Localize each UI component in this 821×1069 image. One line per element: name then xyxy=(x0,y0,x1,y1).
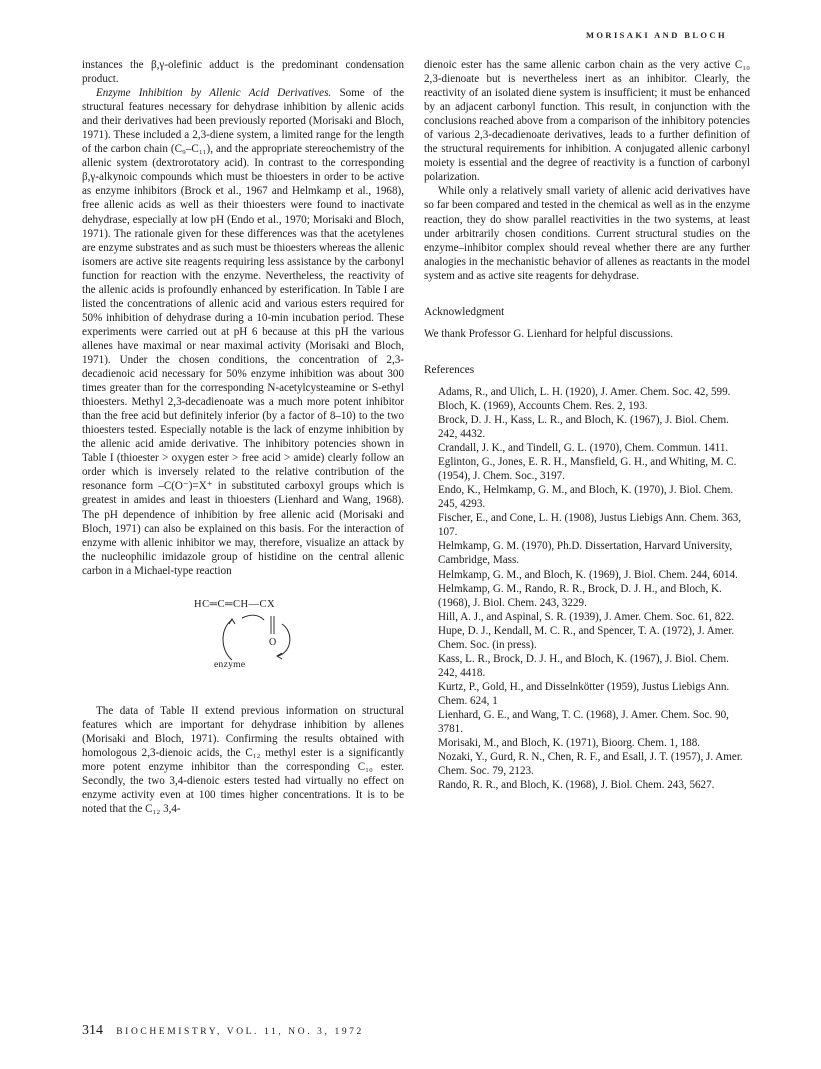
section-title: Enzyme Inhibition by Allenic Acid Derivatives. xyxy=(96,87,332,100)
references-heading: References xyxy=(424,363,475,376)
reaction-scheme-figure xyxy=(82,594,404,686)
reference-item: Kass, L. R., Brock, D. J. H., and Bloch, K. (1967), J. Biol. Chem. 242, 4418. xyxy=(438,652,729,679)
reference-item: Brock, D. J. H., Kass, L. R., and Bloch, K. (1967), J. Biol. Chem. 242, 4432. xyxy=(438,413,729,441)
reference-item: Rando, R. R., and Bloch, K. (1968), J. Biol. Chem. 243, 5627. xyxy=(438,779,715,792)
running-head: MORISAKI AND BLOCH xyxy=(586,30,727,40)
reference-item: Helmkamp, G. M. (1970), Ph.D. Dissertation, Harvard University, Cambridge, Mass. xyxy=(438,540,733,567)
bond-shift-arrow xyxy=(242,615,264,620)
paragraph: dienoic ester has the same allenic carbon chain as the very active C₁₀ 2,3-dienoate but is nevertheless inert as an inhibitor. Clearly, the reactivity of an isolated diene system is insufficient; it must be enhanced by an adjacent carbonyl function. This result, in conjunction with the conclusions reached above from a comparison of the inhibitory potencies of various 2,3-decadienoate derivatives, leads to a further definition of the structural requirements for inhibition. A conjugated allenic carbonyl moiety is essential and the degree of reactivity is a function of carbonyl polarization. xyxy=(424,59,750,184)
reference-item: Morisaki, M., and Bloch, K. (1971), Bioorg. Chem. 1, 188. xyxy=(438,737,701,750)
reference-item: Helmkamp, G. M., and Bloch, K. (1969), J. Biol. Chem. 244, 6014. xyxy=(438,568,738,581)
reference-item: Lienhard, G. E., and Wang, T. C. (1968), J. Amer. Chem. Soc. 90, 3781. xyxy=(438,708,729,736)
journal-citation: BIOCHEMISTRY, VOL. 11, NO. 3, 1972 xyxy=(116,1027,364,1037)
reference-item: Kurtz, P., Gold, H., and Disselnkötter (1959), Justus Liebigs Ann. Chem. 624, 1 xyxy=(438,680,730,707)
right-column xyxy=(424,58,750,792)
acknowledgment-heading: Acknowledgment xyxy=(424,305,505,318)
reference-item: Bloch, K. (1969), Accounts Chem. Res. 2, 193. xyxy=(438,399,648,412)
reference-item: Eglinton, G., Jones, E. R. H., Mansfield, G. H., and Whiting, M. C. (1954), J. Chem. Soc., 3197. xyxy=(438,456,737,483)
paragraph: instances the β,γ-olefinic adduct is the predominant condensation product. xyxy=(82,59,404,86)
reference-item: Nozaki, Y., Gurd, R. N., Chen, R. F., and Esall, J. T. (1957), J. Amer. Chem. Soc. 79, 2123. xyxy=(438,751,743,778)
reference-item: Hupe, D. J., Kendall, M. C. R., and Spencer, T. A. (1972), J. Amer. Chem. Soc. (in press). xyxy=(438,624,735,651)
acknowledgment-text: We thank Professor G. Lienhard for helpful discussions. xyxy=(424,327,673,340)
reference-item: Adams, R., and Ulich, L. H. (1920), J. Amer. Chem. Soc. 42, 599. xyxy=(438,385,731,398)
left-column xyxy=(82,58,404,816)
reference-list xyxy=(424,385,750,792)
reaction-formula: HC═C═CH—CX xyxy=(194,598,276,610)
paragraph: While only a relatively small variety of allenic acid derivatives have so far been compared and tested in the chemical as well as in the enzyme reaction, they do show parallel reactivities in the two systems, at least under arbitrarily chosen conditions. Current structural studies on the enzyme–inhibitor complex should reveal whether there are any further analogies in the mechanistic behavior of allenes as reactants in the model system and as active site reagents for dehydrase. xyxy=(424,185,750,282)
reference-item: Fischer, E., and Cone, L. H. (1908), Justus Liebigs Ann. Chem. 363, 107. xyxy=(438,512,742,539)
reference-item: Crandall, J. K., and Tindell, G. L. (1970), Chem. Commun. 1411. xyxy=(438,442,729,455)
paragraph-section-enzyme-inhibition xyxy=(82,86,404,578)
page-number: 314 xyxy=(82,1023,103,1038)
oxygen-label: O xyxy=(269,636,277,648)
oxygen-arrow xyxy=(278,624,290,656)
page-footer xyxy=(82,1022,364,1039)
reference-item: Endo, K., Helmkamp, G. M., and Bloch, K. (1970), J. Biol. Chem. 245, 4293. xyxy=(438,484,734,511)
reference-item: Helmkamp, G. M., Rando, R. R., Brock, D. J. H., and Bloch, K. (1968), J. Biol. Chem. 243, 3229. xyxy=(438,582,722,609)
reference-item: Hill, A. J., and Aspinal, S. R. (1939), J. Amer. Chem. Soc. 61, 822. xyxy=(438,610,735,623)
paragraph: The data of Table II extend previous information on structural features which are important for dehydrase inhibition by allenes (Morisaki and Bloch, 1971). Confirming the results obtained with homologous 2,3-dienoic acids, the C₁₂ methyl ester is a significantly more potent enzyme inhibitor than the corresponding C₁₀ ester. Secondly, the two 3,4-dienoic esters tested had virtually no effect on enzyme activity even at 100 times higher concentrations. It is to be noted that the C₁₂ 3,4- xyxy=(82,704,404,816)
enzyme-label: enzyme xyxy=(214,659,246,670)
nucleophile-arrow xyxy=(223,620,232,660)
paragraph-body: Some of the structural features necessary for dehydrase inhibition by allenic acids and their derivatives had been previously reported (Morisaki and Bloch, 1971). These included a 2,3-diene system, a limited range for the length of the carbon chain (C₉–C₁₁), and the appropriate stereochemistry of the allenic system (dextrorotatory acid). In contrast to the corresponding β,γ-alkynoic compounds which must be thioesters in order to be active as enzyme inhibitors (Brock et al., 1967 and Helmkamp et al., 1968), free allenic acids as well as their thioesters were found to inactivate dehydrase, especially at low pH (Endo et al., 1970; Morisaki and Bloch, 1971). The rationale given for these differences was that the acetylenes are enzyme substrates and as such must be thioesters whereas the allenic isomers are active site reagents requiring less assistance by the carbonyl function for reaction with the enzyme. Nevertheless, the reactivity of the allenic acids is profoundly enhanced by esterification. In Table I are listed the concentrations of allenic acid and various esters required for 50% inhibition of dehydrase during a 10-min incubation period. These experiments were carried out at pH 6 because at this pH the various allenes have maximal or near maximal activity (Morisaki and Bloch, 1971). Under the chosen conditions, the concentration of 2,3-decadienoic acid necessary for 50% enzyme inhibition was about 300 times greater than for the corresponding N-acetylcysteamine or S-ethyl thioesters. Methyl 2,3-decadienoate was a much more potent inhibitor than the free acid but definitely inferior (by a factor of 8–10) to the two thioesters tested. Especially notable is the lack of enzyme inhibition by the allenic acid amide derivative. The inhibitory potencies shown in Table I (thioester > oxygen ester > free acid > amide) clearly follow an order which is inversely related to the relative contribution of the resonance form –C(O⁻)=X⁺ in substituted carboxyl groups which is greatest in amides and least in thioesters (Lienhard and Wang, 1968). The pH dependence of inhibition by free allenic acid (Morisaki and Bloch, 1971) can also be explained on this basis. For the interaction of enzyme with allenic inhibitor we may, therefore, visualize an attack by the nucleophilic imidazole group of histidine on the central allenic carbon in a Michael-type reaction xyxy=(82,87,404,577)
